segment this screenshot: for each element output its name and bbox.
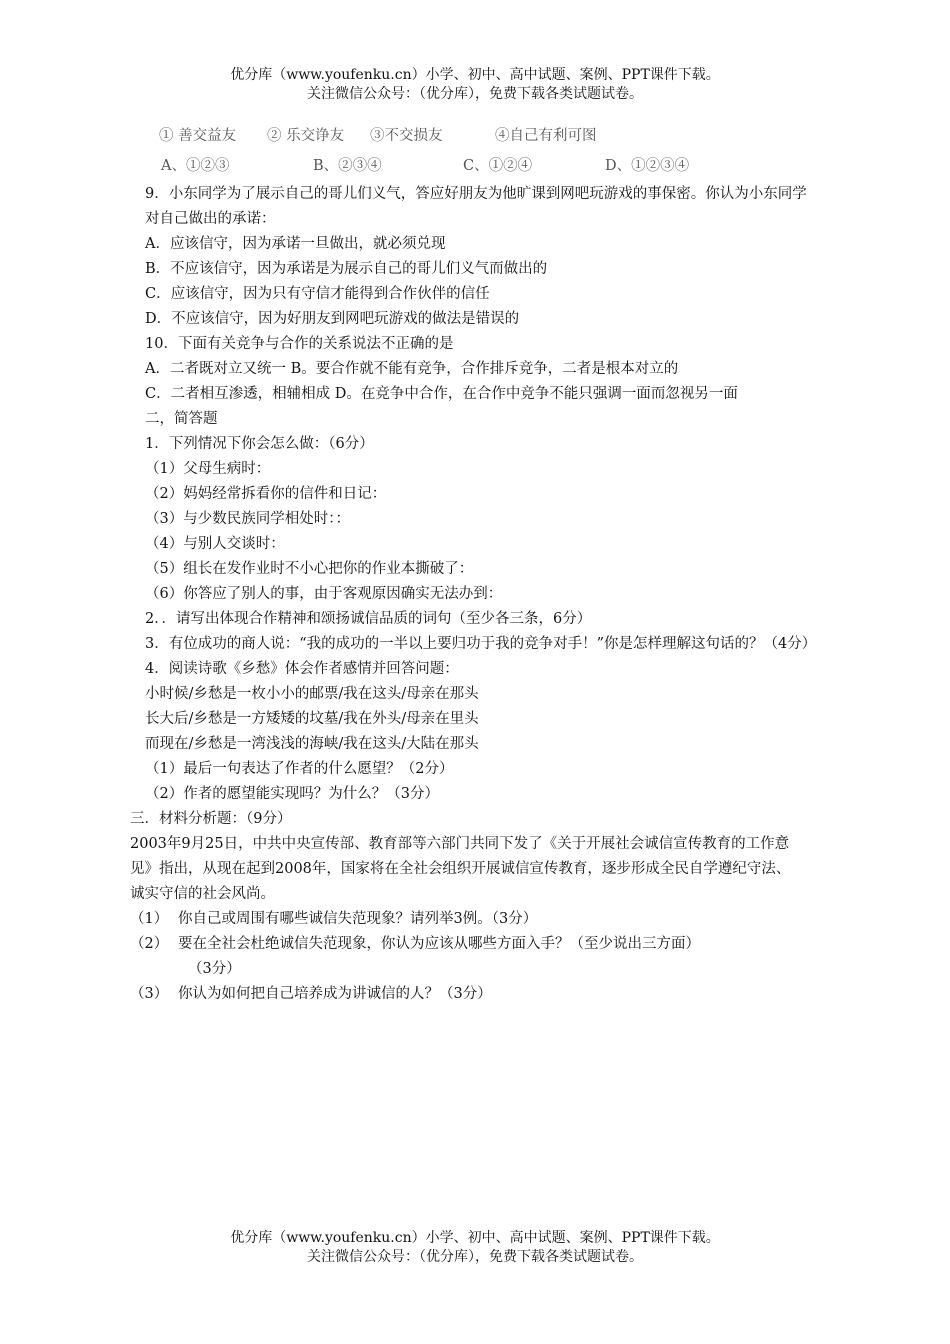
section3-material: 2003年9月25日，中共中央宣传部、教育部等六部门共同下发了《关于开展社会诚信宣传教育的工作意见》指出，从现在起到2008年，国家将在全社会组织开展诚信宣传教育，逐步形成全民自学遵纪守法、诚实守信的社会风尚。 (130, 836, 791, 902)
q8-choice-d: D、①②③④ (605, 158, 690, 174)
s2-question-1: 1．下列情况下你会怎么做：（6分） (145, 436, 374, 452)
section2-title: 二，简答题 (145, 411, 218, 427)
q8-choice-b: B、②③④ (313, 158, 382, 174)
page-header (0, 66, 950, 104)
q8-options (145, 124, 815, 149)
header-line-1: 优分库（www.youfenku.cn）小学、初中、高中试题、案例、PPT课件下载。 (230, 67, 720, 83)
s2-q1-item-2: （2）妈妈经常拆看你的信件和日记： (145, 486, 387, 502)
poem-line-1: 小时候/乡愁是一枚小小的邮票/我在这头/母亲在那头 (145, 686, 479, 702)
s3-item-2-number: （2） (130, 936, 169, 952)
q10-options-cd: C．二者相互渗透，相辅相成 D。在竞争中合作，在合作中竞争不能只强调一面而忽视另一面 (145, 386, 738, 402)
q8-choices (145, 154, 815, 179)
document-body (130, 124, 817, 1007)
s2-question-2: 2．．请写出体现合作精神和颂扬诚信品质的词句（至少各三条，6分） (145, 611, 592, 627)
q8-option-1: ① 善交益友 (159, 128, 237, 144)
q8-choice-c: C、①②④ (463, 158, 533, 174)
q9-option-d: D．不应该信守，因为好朋友到网吧玩游戏的做法是错误的 (145, 311, 520, 327)
s2-q1-item-1: （1）父母生病时： (145, 461, 271, 477)
q9-option-c: C．应该信守，因为只有守信才能得到合作伙伴的信任 (145, 286, 490, 302)
q8-choice-a: A、①②③ (161, 158, 230, 174)
footer-line-1: 优分库（www.youfenku.cn）小学、初中、高中试题、案例、PPT课件下载。 (230, 1230, 720, 1246)
page-footer (0, 1229, 950, 1267)
s2-q4-item-1: （1）最后一句表达了作者的什么愿望？（2分） (145, 761, 454, 777)
s2-question-4: 4．阅读诗歌《乡愁》体会作者感情并回答问题： (145, 661, 459, 677)
footer-line-2: 关注微信公众号：（优分库），免费下载各类试题试卷。 (307, 1249, 643, 1265)
s3-item-2 (130, 932, 815, 957)
s2-q4-item-2: （2）作者的愿望能实现吗？为什么？（3分） (145, 786, 439, 802)
q10-stem: 10．下面有关竞争与合作的关系说法不正确的是 (145, 336, 454, 352)
s3-item-1 (130, 907, 815, 932)
poem-line-2: 长大后/乡愁是一方矮矮的坟墓/我在外头/母亲在里头 (145, 711, 479, 727)
s3-item-1-text: 你自己或周围有哪些诚信失范现象？请列举3例。（3分） (178, 911, 538, 927)
s3-item-2-continuation: （3分） (188, 961, 241, 977)
s3-item-3-number: （3） (130, 986, 169, 1002)
s2-q1-item-6: （6）你答应了别人的事，由于客观原因确实无法办到： (145, 586, 503, 602)
s2-q1-item-3: （3）与少数民族同学相处时：： (145, 511, 350, 527)
section3-title: 三．材料分析题：（9分） (130, 811, 292, 827)
q9-option-a: A．应该信守，因为承诺一旦做出，就必须兑现 (145, 236, 446, 252)
s2-q1-item-4: （4）与别人交谈时： (145, 536, 285, 552)
s3-item-1-number: （1） (130, 911, 169, 927)
q8-option-2: ② 乐交诤友 (267, 128, 345, 144)
s2-q1-item-5: （5）组长在发作业时不小心把你的作业本撕破了： (145, 561, 474, 577)
q9-stem: 9．小东同学为了展示自己的哥儿们义气，答应好朋友为他旷课到网吧玩游戏的事保密。你认为小东同学对自己做出的承诺： (145, 186, 807, 227)
s3-item-3-text: 你认为如何把自己培养成为讲诚信的人？（3分） (178, 986, 492, 1002)
q9-option-b: B．不应该信守，因为承诺是为展示自己的哥儿们义气而做出的 (145, 261, 548, 277)
header-line-2: 关注微信公众号：（优分库），免费下载各类试题试卷。 (307, 86, 643, 102)
s3-item-3 (130, 982, 815, 1007)
q10-options-ab: A．二者既对立又统一 B。要合作就不能有竞争，合作排斥竞争，二者是根本对立的 (145, 361, 679, 377)
s2-question-3: 3．有位成功的商人说：“我的成功的一半以上要归功于我的竞争对手！”你是怎样理解这句话的？（4分） (145, 636, 817, 652)
poem-line-3: 而现在/乡愁是一湾浅浅的海峡/我在这头/大陆在那头 (145, 736, 479, 752)
q8-option-3: ③不交损友 (370, 128, 443, 144)
s3-item-2-text: 要在全社会杜绝诚信失范现象，你认为应该从哪些方面入手？（至少说出三方面） (178, 936, 700, 952)
q8-option-4: ④自己有利可图 (495, 128, 597, 144)
